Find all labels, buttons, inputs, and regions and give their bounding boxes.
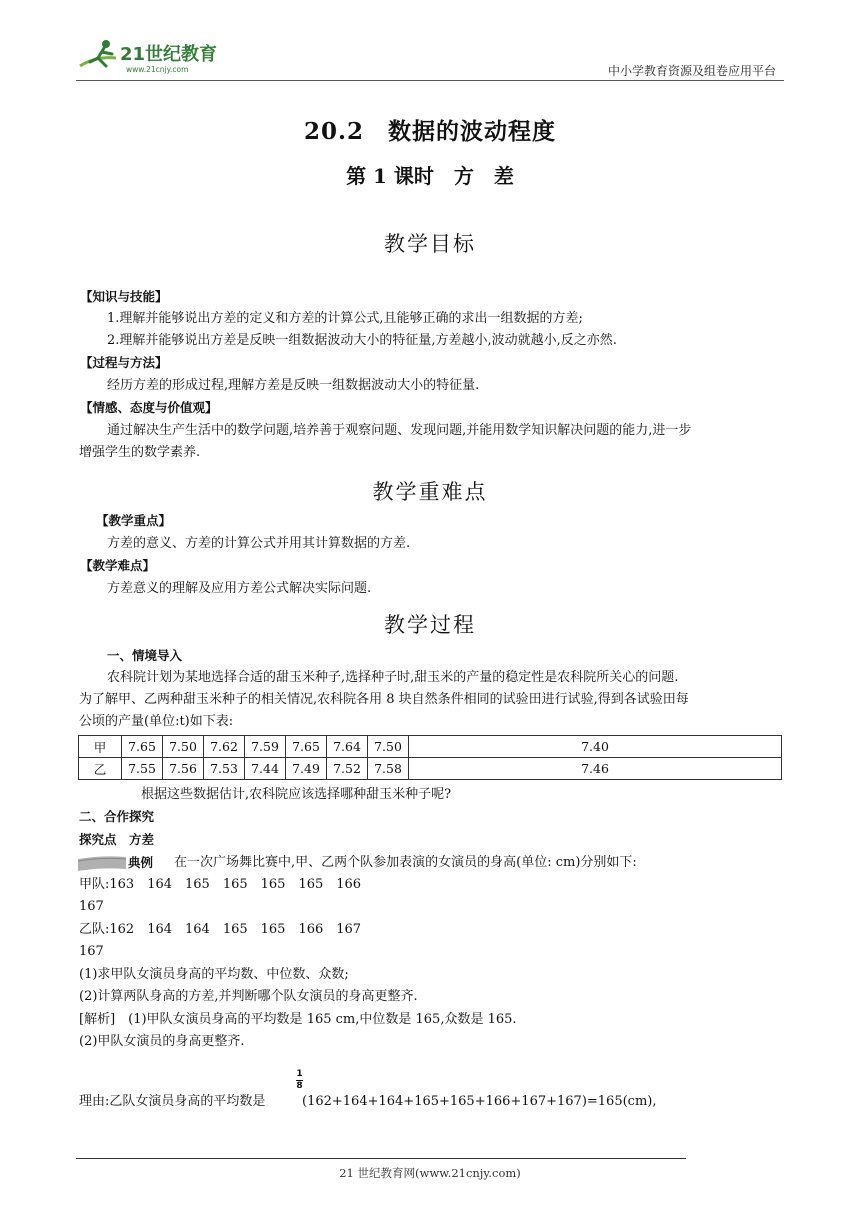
emotion-item-1: 通过解决生产生活中的数学问题,培养善于观察问题、发现问题,并能用数学知识解决问题的能力,进一步 [107, 423, 692, 438]
table-cell: 7.46 [409, 758, 782, 780]
knowledge-item-1: 1.理解并能够说出方差的定义和方差的计算公式,且能够正确的求出一组数据的方差; [107, 311, 583, 326]
emotion-item-2: 增强学生的数学素养. [79, 445, 201, 460]
table-cell: 7.65 [122, 736, 163, 758]
fraction-denominator: 8 [296, 1081, 303, 1091]
question-1: (1)求甲队女演员身高的平均数、中位数、众数; [79, 967, 349, 982]
process-heading: 【过程与方法】 [80, 355, 168, 370]
table-cell: 7.55 [122, 758, 163, 780]
logo-url: www.21cnjy.com [126, 65, 189, 74]
table-cell: 7.65 [286, 736, 327, 758]
example-tag-icon [78, 855, 126, 871]
team-b-heights-tail: 167 [79, 944, 104, 959]
footer-divider [76, 1158, 686, 1159]
key-heading: 【教学重点】 [96, 513, 172, 528]
difficult-heading: 【教学难点】 [80, 558, 156, 573]
site-logo [76, 36, 236, 78]
part2-heading: 二、合作探究 [79, 809, 155, 824]
row-label: 甲 [79, 736, 122, 758]
table-cell: 7.50 [163, 736, 204, 758]
table-cell: 7.40 [409, 736, 782, 758]
process-item-1: 经历方差的形成过程,理解方差是反映一组数据波动大小的特征量. [107, 378, 480, 393]
knowledge-item-2: 2.理解并能够说出方差是反映一组数据波动大小的特征量,方差越小,波动就越小,反之亦然. [107, 333, 617, 348]
intro-line-3: 公顷的产量(单位:t)如下表: [79, 714, 234, 729]
team-a-heights-tail: 167 [79, 899, 104, 914]
table-cell: 7.58 [368, 758, 409, 780]
reason-expression: (162+164+164+165+165+166+167+167)=165(cm), [302, 1094, 657, 1109]
table-cell: 7.50 [368, 736, 409, 758]
logo-text: 21世纪教育 [120, 44, 218, 65]
page-subtitle: 第 1 课时 方 差 [346, 164, 514, 188]
table-cell: 7.52 [327, 758, 368, 780]
header-divider [76, 80, 784, 81]
section-process: 教学过程 [384, 613, 476, 637]
team-a-heights: 甲队:163 164 165 165 165 165 166 [79, 877, 362, 892]
yield-table [78, 735, 782, 780]
section-objectives: 教学目标 [384, 232, 476, 256]
platform-name: 中小学教育资源及组卷应用平台 [607, 64, 776, 78]
intro-line-2: 为了解甲、乙两种甜玉米种子的相关情况,农科院各用 8 块自然条件相同的试验田进行试验,得到各试验田每 [79, 692, 689, 707]
section-key-difficult: 教学重难点 [372, 480, 488, 504]
team-b-heights: 乙队:162 164 164 165 165 166 167 [79, 922, 362, 937]
analysis-1: [解析] (1)甲队女演员身高的平均数是 165 cm,中位数是 165,众数是 165. [79, 1012, 517, 1027]
analysis-2: (2)甲队女演员的身高更整齐. [79, 1034, 245, 1049]
difficult-item-1: 方差意义的理解及应用方差公式解决实际问题. [107, 581, 372, 596]
table-cell: 7.53 [204, 758, 245, 780]
example-text: 在一次广场舞比赛中,甲、乙两个队参加表演的女演员的身高(单位: cm)分别如下: [174, 855, 637, 870]
table-cell: 7.44 [245, 758, 286, 780]
runner-logo-icon [76, 36, 236, 78]
knowledge-heading: 【知识与技能】 [80, 289, 168, 304]
table-cell: 7.56 [163, 758, 204, 780]
table-row [79, 758, 782, 780]
explore-point: 探究点 方差 [79, 832, 155, 847]
row-label: 乙 [79, 758, 122, 780]
fraction-one-eighth [296, 1069, 303, 1091]
footer-text: 21 世纪教育网(www.21cnjy.com) [339, 1166, 521, 1180]
table-cell: 7.49 [286, 758, 327, 780]
example-label: 典例 [128, 855, 154, 870]
fraction-numerator: 1 [296, 1069, 303, 1079]
question-2: (2)计算两队身高的方差,并判断哪个队女演员的身高更整齐. [79, 989, 418, 1004]
table-cell: 7.64 [327, 736, 368, 758]
reason-prefix: 理由:乙队女演员身高的平均数是 [79, 1094, 266, 1109]
intro-question: 根据这些数据估计,农科院应该选择哪种甜玉米种子呢? [141, 787, 452, 802]
table-row [79, 736, 782, 758]
table-cell: 7.59 [245, 736, 286, 758]
key-item-1: 方差的意义、方差的计算公式并用其计算数据的方差. [107, 536, 411, 551]
page-title: 20.2 数据的波动程度 [303, 118, 557, 145]
intro-line-1: 农科院计划为某地选择合适的甜玉米种子,选择种子时,甜玉米的产量的稳定性是农科院所关心的问题. [107, 670, 679, 685]
part1-heading: 一、情境导入 [107, 648, 183, 663]
emotion-heading: 【情感、态度与价值观】 [80, 400, 218, 415]
table-cell: 7.62 [204, 736, 245, 758]
